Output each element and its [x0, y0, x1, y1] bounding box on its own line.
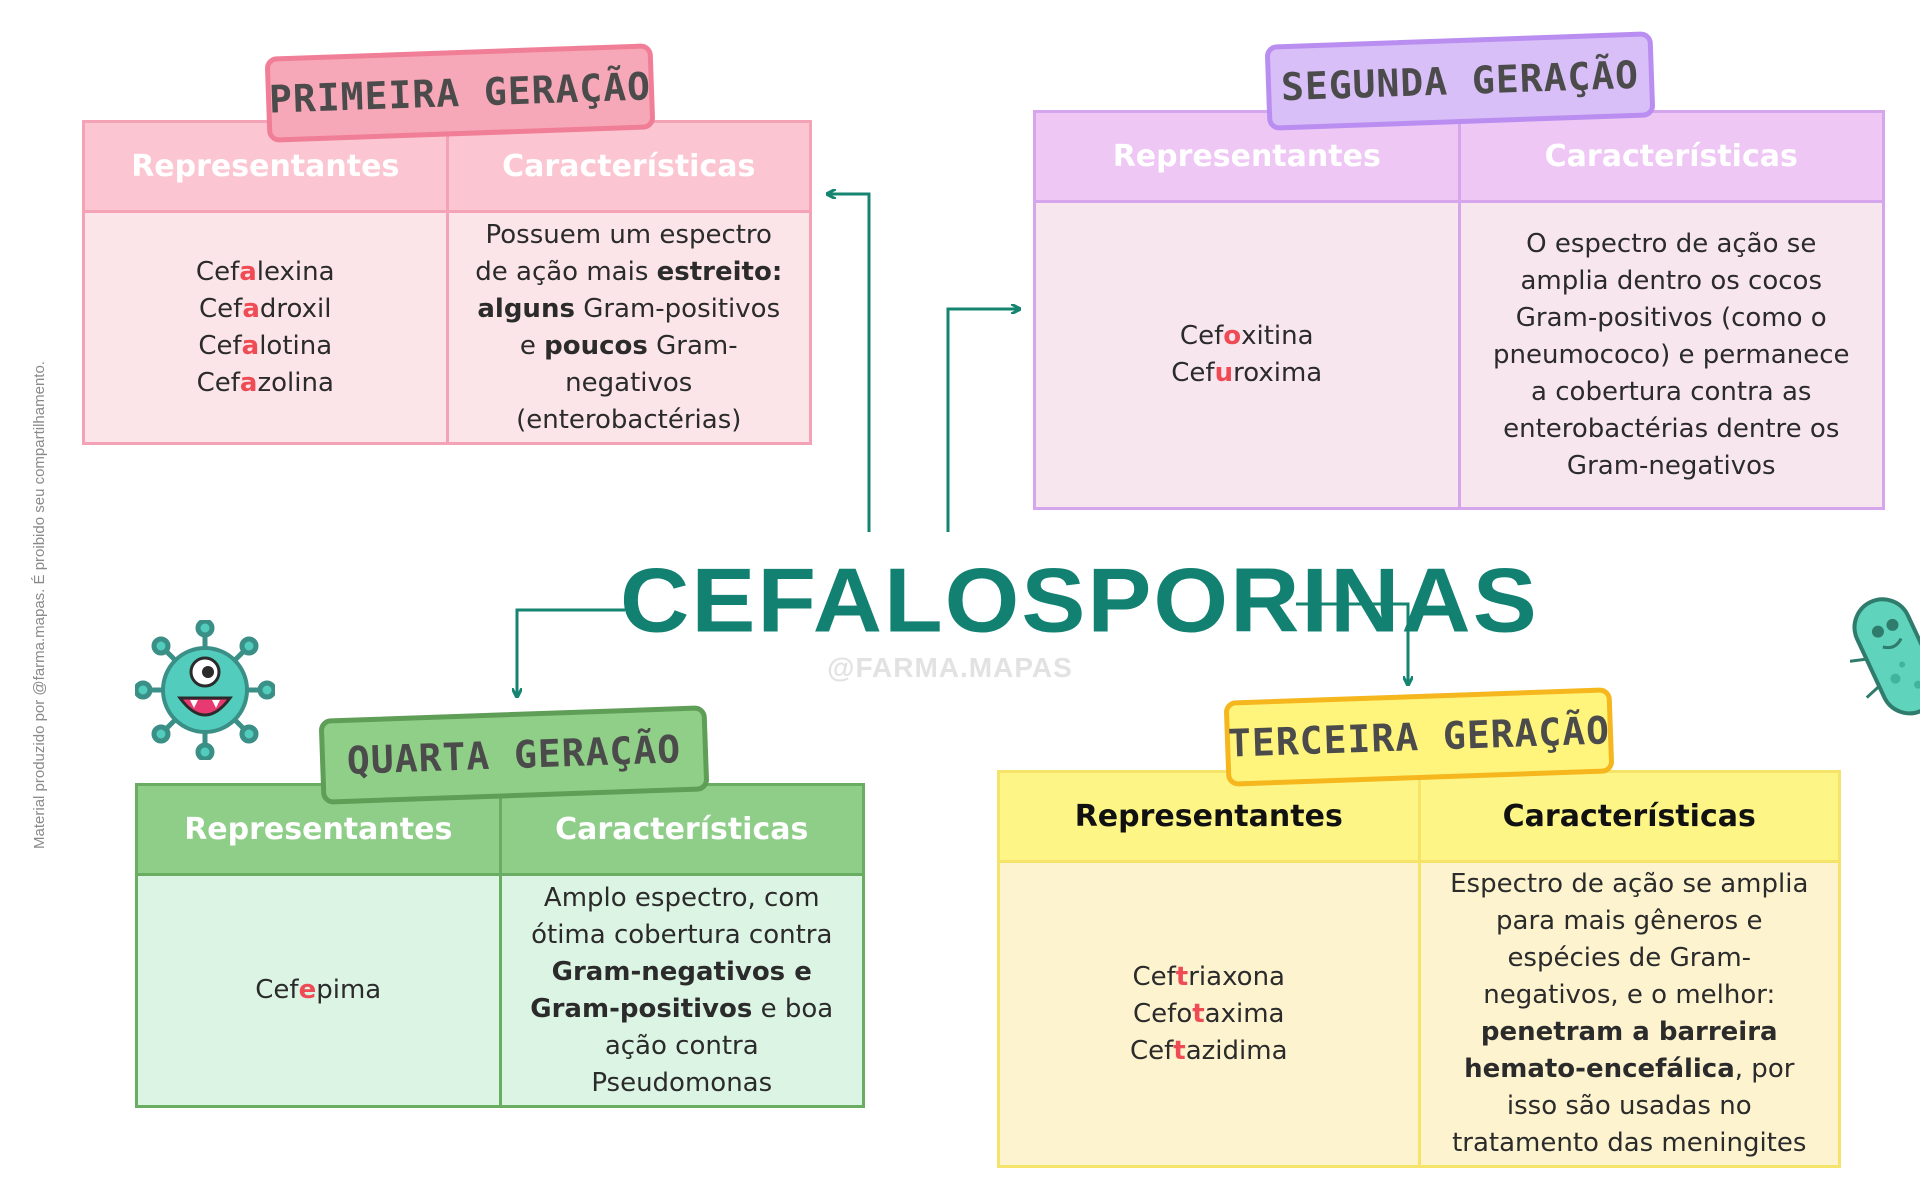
second-generation-tag: SEGUNDA GERAÇÃO [1265, 31, 1656, 130]
copyright-note: Material produzido por @farma.mapas. É proibido seu compartilhamento. [31, 361, 48, 849]
third-description: Espectro de ação se amplia para mais gêneros e espécies de Gram-negativos, e o melhor: penetram a barreira hemato-encefálica, por isso são usadas no tratamento das meningites [1419, 862, 1840, 1167]
drug-item: Cefoxitina [1179, 321, 1314, 351]
fourth-generation-table [135, 783, 865, 1108]
arrow-to-fourth [517, 610, 625, 696]
drug-item: Cefotaxima [1133, 998, 1285, 1029]
first-description: Possuem um espectro de ação mais estreito: alguns Gram-positivos e poucos Gram-negativos (enterobactérias) [447, 212, 811, 444]
drug-item: Cefazolina [196, 367, 334, 398]
fourth-col-representatives: Representantes [137, 785, 501, 875]
drug-item: Cefepima [255, 975, 382, 1005]
fourth-description: Amplo espectro, com ótima cobertura contra Gram-negativos e Gram-positivos e boa ação contra Pseudomonas [500, 875, 864, 1107]
first-generation-table [82, 120, 812, 445]
arrow-to-first [828, 194, 869, 532]
drug-item: Cefuroxima [1171, 358, 1323, 388]
drug-item: Cefalexina [195, 256, 335, 287]
watermark: @FARMA.MAPAS [827, 652, 1073, 683]
virus-monster-icon [135, 620, 275, 760]
second-generation-table [1033, 110, 1885, 510]
drug-item: Ceftazidima [1129, 1035, 1288, 1066]
first-col-characteristics: Características [447, 122, 811, 212]
fourth-col-characteristics: Características [500, 785, 864, 875]
third-drugs [999, 862, 1420, 1167]
second-description: O espectro de ação se amplia dentro os cocos Gram-positivos (como o pneumococo) e permanece a cobertura contra as enterobactérias dentre os Gram-negativos [1459, 202, 1884, 509]
third-col-representatives: Representantes [999, 772, 1420, 862]
fourth-drugs [137, 875, 501, 1107]
third-col-characteristics: Características [1419, 772, 1840, 862]
main-title: CEFALOSPORINAS [620, 549, 1539, 652]
drug-item: Ceftriaxona [1132, 961, 1285, 992]
third-generation-table [997, 770, 1841, 1168]
first-drugs [84, 212, 448, 444]
fourth-generation-tag: QUARTA GERAÇÃO [319, 705, 710, 804]
drug-item: Cefadroxil [199, 293, 332, 324]
first-generation-tag: PRIMEIRA GERAÇÃO [265, 43, 656, 142]
first-col-representatives: Representantes [84, 122, 448, 212]
arrow-to-second [948, 309, 1019, 532]
drug-item: Cefalotina [198, 330, 333, 361]
bacteria-icon [1850, 585, 1920, 735]
second-drugs [1035, 202, 1460, 509]
second-col-representatives: Representantes [1035, 112, 1460, 202]
second-col-characteristics: Características [1459, 112, 1884, 202]
third-generation-tag: TERCEIRA GERAÇÃO [1224, 687, 1615, 786]
